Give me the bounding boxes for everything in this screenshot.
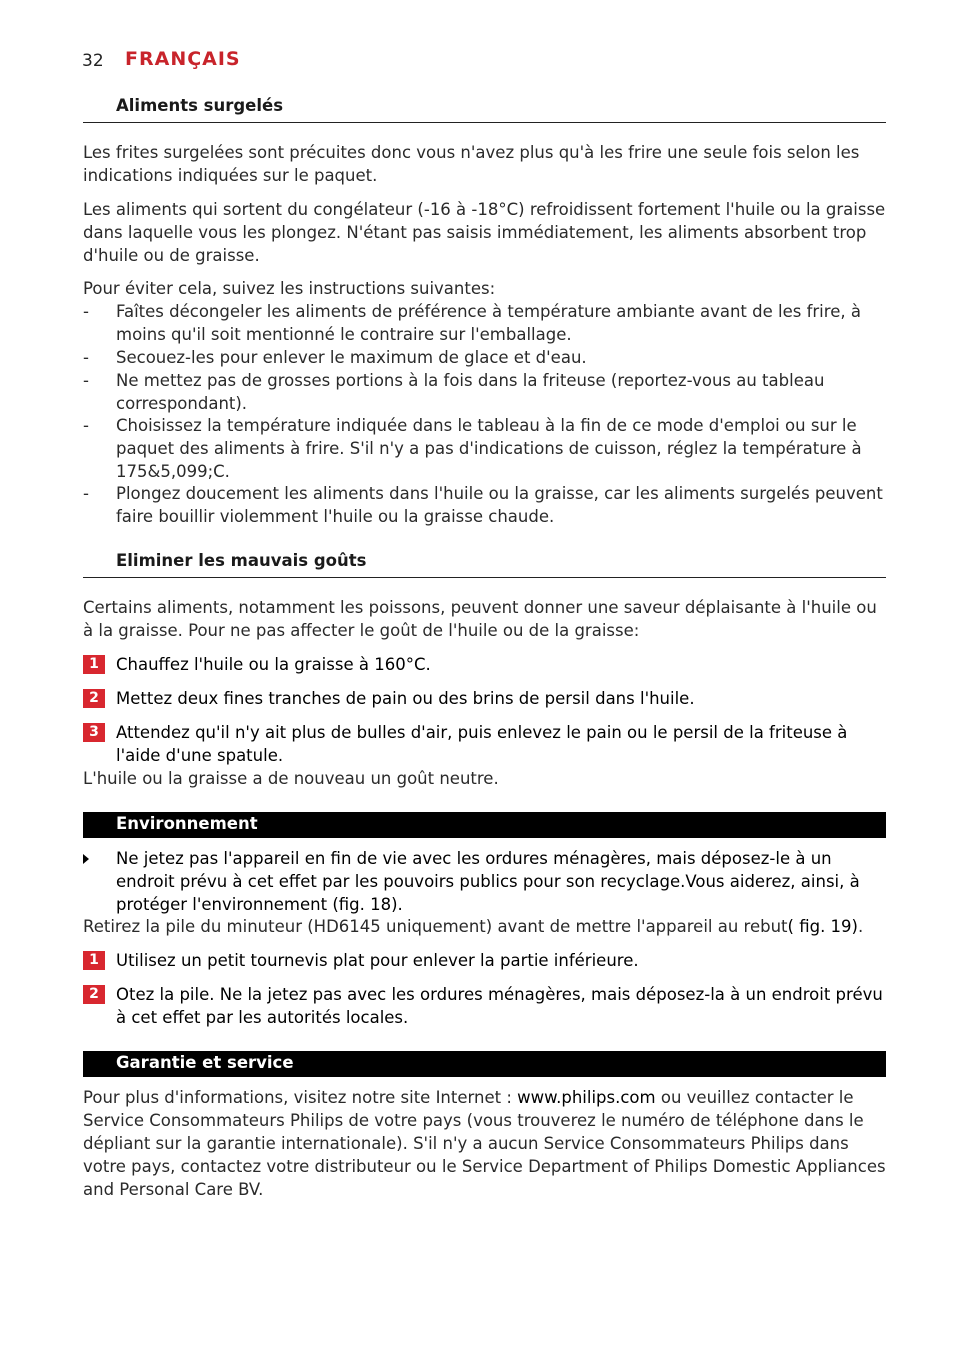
list-item	[83, 369, 888, 415]
step-text: Utilisez un petit tournevis plat pour enlever la partie inférieure.	[116, 951, 639, 970]
list-item-text: Faîtes décongeler les aliments de préférence à température ambiante avant de les frire, à moins qu'il soit mentionné le contraire sur l'emballage.	[116, 302, 861, 344]
page-number: 32	[82, 51, 104, 71]
step-text: Mettez deux fines tranches de pain ou des brins de persil dans l'huile.	[116, 689, 695, 708]
section-title-text: Garantie et service	[116, 1053, 294, 1072]
list-item	[83, 346, 888, 369]
list-item	[83, 414, 888, 483]
step-number-badge: 2	[83, 689, 105, 708]
language-title: FRANÇAIS	[125, 48, 241, 70]
step-number-badge: 2	[83, 985, 105, 1004]
dash-marker: -	[83, 416, 89, 435]
section-title-environnement	[83, 812, 886, 838]
list-item-text: Plongez doucement les aliments dans l'huile ou la graisse, car les aliments surgelés peuvent faire bouillir violemment l'huile ou la graisse chaude.	[116, 484, 883, 526]
step-item	[83, 653, 888, 676]
website-link[interactable]: www.philips.com	[517, 1088, 656, 1107]
list-item	[83, 482, 888, 528]
section-title-mauvais-gouts	[83, 551, 886, 578]
step-item	[83, 983, 888, 1029]
step-number-badge: 1	[83, 951, 105, 970]
paragraph: Certains aliments, notamment les poissons, peuvent donner une saveur déplaisante à l'huile ou à la graisse. Pour ne pas affecter le goût de l'huile ou de la graisse:	[83, 598, 877, 640]
section-title-aliments-surgeles	[83, 96, 886, 123]
step-text: Chauffez l'huile ou la graisse à 160°C.	[116, 655, 431, 674]
paragraph: Les frites surgelées sont précuites donc vous n'avez plus qu'à les frire une seule fois selon les indications indiquées sur le paquet.	[83, 143, 860, 185]
section-title-text: Aliments surgelés	[116, 96, 284, 115]
triangle-bullet-icon	[83, 854, 89, 864]
step-number-badge: 3	[83, 723, 105, 742]
paragraph-text-end: ou veuillez contacter le Service Consommateurs Philips de votre pays (vous trouverez le numéro de téléphone dans le dépliant sur la garantie internationale). S'il n'y a aucun Service Consommateurs Philips dans votre pays, contactez votre distributeur ou le Service Department of Philips Domestic Appliances and Personal Care BV.	[83, 1088, 886, 1199]
paragraph: Pour éviter cela, suivez les instructions suivantes:	[83, 279, 496, 298]
figure-reference: ( fig. 19)	[787, 917, 858, 936]
dash-marker: -	[83, 371, 89, 390]
section-title-text: Environnement	[116, 814, 258, 833]
paragraph-text: Pour plus d'informations, visitez notre site Internet :	[83, 1088, 518, 1107]
step-item	[83, 949, 888, 972]
paragraph: Les aliments qui sortent du congélateur (-16 à -18°C) refroidissent fortement l'huile ou la graisse dans laquelle vous les plongez. N'étant pas saisis immédiatement, les aliments absorbent trop d'huile ou de graisse.	[83, 200, 886, 265]
bullet-text: Ne jetez pas l'appareil en fin de vie avec les ordures ménagères, mais déposez-le à un endroit prévu à cet effet par les pouvoirs publics pour son recyclage.Vous aiderez, ainsi, à protéger l'environnement (fig. 18).	[116, 849, 860, 914]
paragraph	[83, 1086, 888, 1201]
list-item-text: Ne mettez pas de grosses portions à la fois dans la friteuse (reportez-vous au tableau correspondant).	[116, 371, 825, 413]
paragraph: L'huile ou la graisse a de nouveau un goût neutre.	[83, 769, 499, 788]
section-title-garantie	[83, 1051, 886, 1077]
step-item	[83, 721, 888, 767]
list-item-text: Secouez-les pour enlever le maximum de glace et d'eau.	[116, 348, 587, 367]
dash-marker: -	[83, 302, 89, 321]
dash-marker: -	[83, 484, 89, 503]
list-item-text: Choisissez la température indiquée dans le tableau à la fin de ce mode d'emploi ou sur le paquet des aliments à frire. S'il n'y a pas d'indications de cuisson, réglez la température à 175&5,099;C.	[116, 416, 862, 481]
step-text: Attendez qu'il n'y ait plus de bulles d'air, puis enlevez le pain ou le persil de la friteuse à l'aide d'une spatule.	[116, 723, 848, 765]
paragraph-text: Retirez la pile du minuteur (HD6145 uniquement) avant de mettre l'appareil au rebut	[83, 917, 788, 936]
paragraph-text-end: .	[858, 917, 864, 936]
section-title-text: Eliminer les mauvais goûts	[116, 551, 367, 570]
paragraph	[83, 915, 888, 938]
list-item	[83, 300, 888, 346]
dash-marker: -	[83, 348, 89, 367]
step-item	[83, 687, 888, 710]
bullet-item	[83, 847, 888, 916]
step-number-badge: 1	[83, 655, 105, 674]
step-text: Otez la pile. Ne la jetez pas avec les ordures ménagères, mais déposez-la à un endroit prévu à cet effet par les autorités locales.	[116, 985, 883, 1027]
